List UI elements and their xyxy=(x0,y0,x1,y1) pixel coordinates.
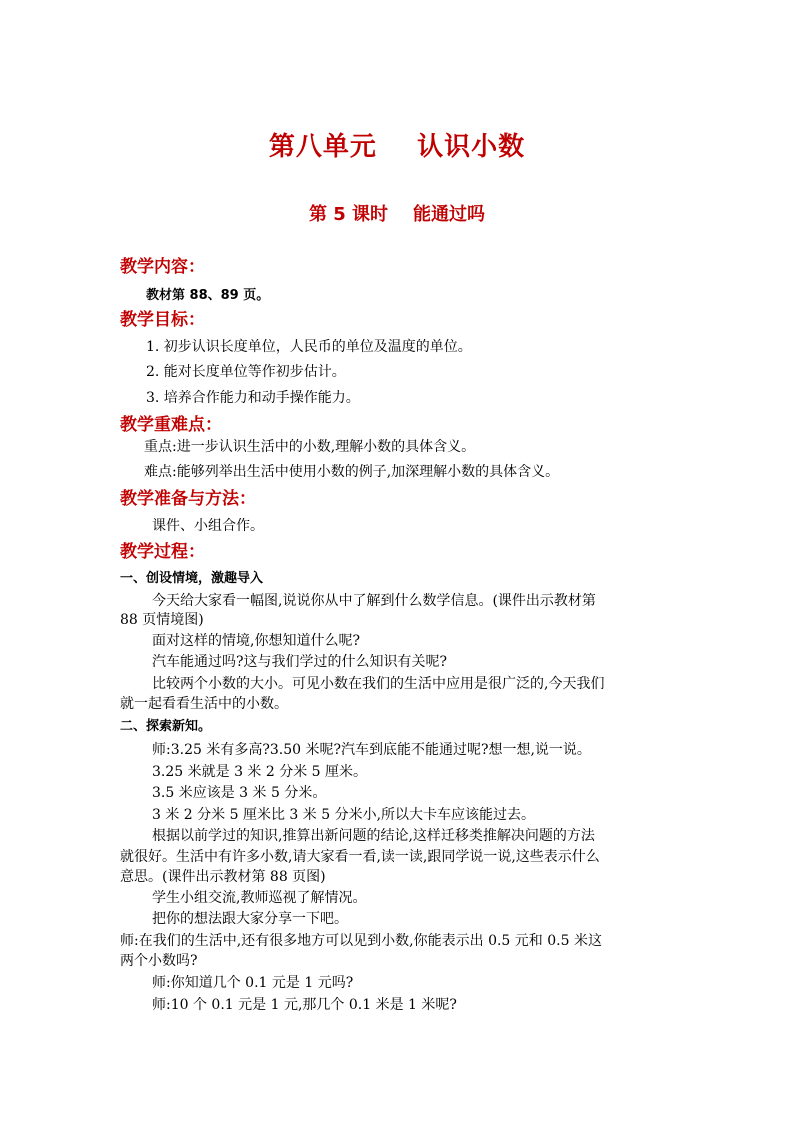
prep-text: 课件、小组合作。 xyxy=(152,518,264,534)
part1-heading: 一、创设情境，激趣导入 xyxy=(120,571,264,586)
paragraph-line: 把你的想法跟大家分享一下吧。 xyxy=(152,911,348,927)
goal-item: 1. 初步认识长度单位，人民币的单位及温度的单位。 xyxy=(146,339,472,355)
lesson-subtitle: 第 5 课时 能通过吗 xyxy=(308,204,486,225)
paragraph-line: 比较两个小数的大小。可见小数在我们的生活中应用是很广泛的,今天我们 xyxy=(152,676,605,692)
document-title: 第八单元 认识小数 xyxy=(268,132,526,162)
section-heading-prep: 教学准备与方法： xyxy=(120,489,256,509)
content-text: 教材第 88、89 页。 xyxy=(146,288,270,303)
paragraph-line: 88 页情境图) xyxy=(120,612,204,628)
paragraph-line: 意思。(课件出示教材第 88 页图) xyxy=(120,869,326,885)
paragraph-line: 师:你知道几个 0.1 元是 1 元吗? xyxy=(152,975,354,991)
paragraph-line: 师:在我们的生活中,还有很多地方可以见到小数,你能表示出 0.5 元和 0.5 米这 xyxy=(120,933,602,949)
section-heading-key-points: 教学重难点： xyxy=(120,415,222,435)
paragraph-line: 面对这样的情境,你想知道什么呢? xyxy=(152,633,360,649)
section-heading-content: 教学内容： xyxy=(120,257,205,277)
paragraph-line: 汽车能通过吗?这与我们学过的什么知识有关呢? xyxy=(152,654,448,670)
paragraph-line: 师:10 个 0.1 元是 1 元,那几个 0.1 米是 1 米呢? xyxy=(152,997,457,1013)
paragraph-line: 两个小数吗? xyxy=(120,953,198,969)
paragraph-line: 3.25 米就是 3 米 2 分米 5 厘米。 xyxy=(152,764,368,780)
paragraph-line: 3 米 2 分米 5 厘米比 3 米 5 分米小,所以大卡车应该能过去。 xyxy=(152,807,536,823)
paragraph-line: 学生小组交流,教师巡视了解情况。 xyxy=(152,890,367,906)
paragraph-line: 就一起看看生活中的小数。 xyxy=(120,696,288,712)
paragraph-line: 3.5 米应该是 3 米 5 分米。 xyxy=(152,785,327,801)
goal-item: 3. 培养合作能力和动手操作能力。 xyxy=(146,390,360,406)
difficulty-point: 难点:能够列举出生活中使用小数的例子,加深理解小数的具体含义。 xyxy=(144,464,560,480)
paragraph-line: 今天给大家看一幅图,说说你从中了解到什么数学信息。(课件出示教材第 xyxy=(152,593,596,609)
focus-point: 重点:进一步认识生活中的小数,理解小数的具体含义。 xyxy=(144,439,476,455)
paragraph-line: 根据以前学过的知识,推算出新问题的结论,这样迁移类推解决问题的方法 xyxy=(152,828,595,844)
section-heading-goals: 教学目标： xyxy=(120,310,205,330)
part2-heading: 二、探索新知。 xyxy=(120,719,212,734)
goal-item: 2. 能对长度单位等作初步估计。 xyxy=(146,364,346,380)
paragraph-line: 就很好。生活中有许多小数,请大家看一看,读一读,跟同学说一说,这些表示什么 xyxy=(120,849,600,865)
paragraph-line: 师:3.25 米有多高?3.50 米呢?汽车到底能不能通过呢?想一想,说一说。 xyxy=(152,742,591,758)
section-heading-process: 教学过程： xyxy=(120,542,205,562)
